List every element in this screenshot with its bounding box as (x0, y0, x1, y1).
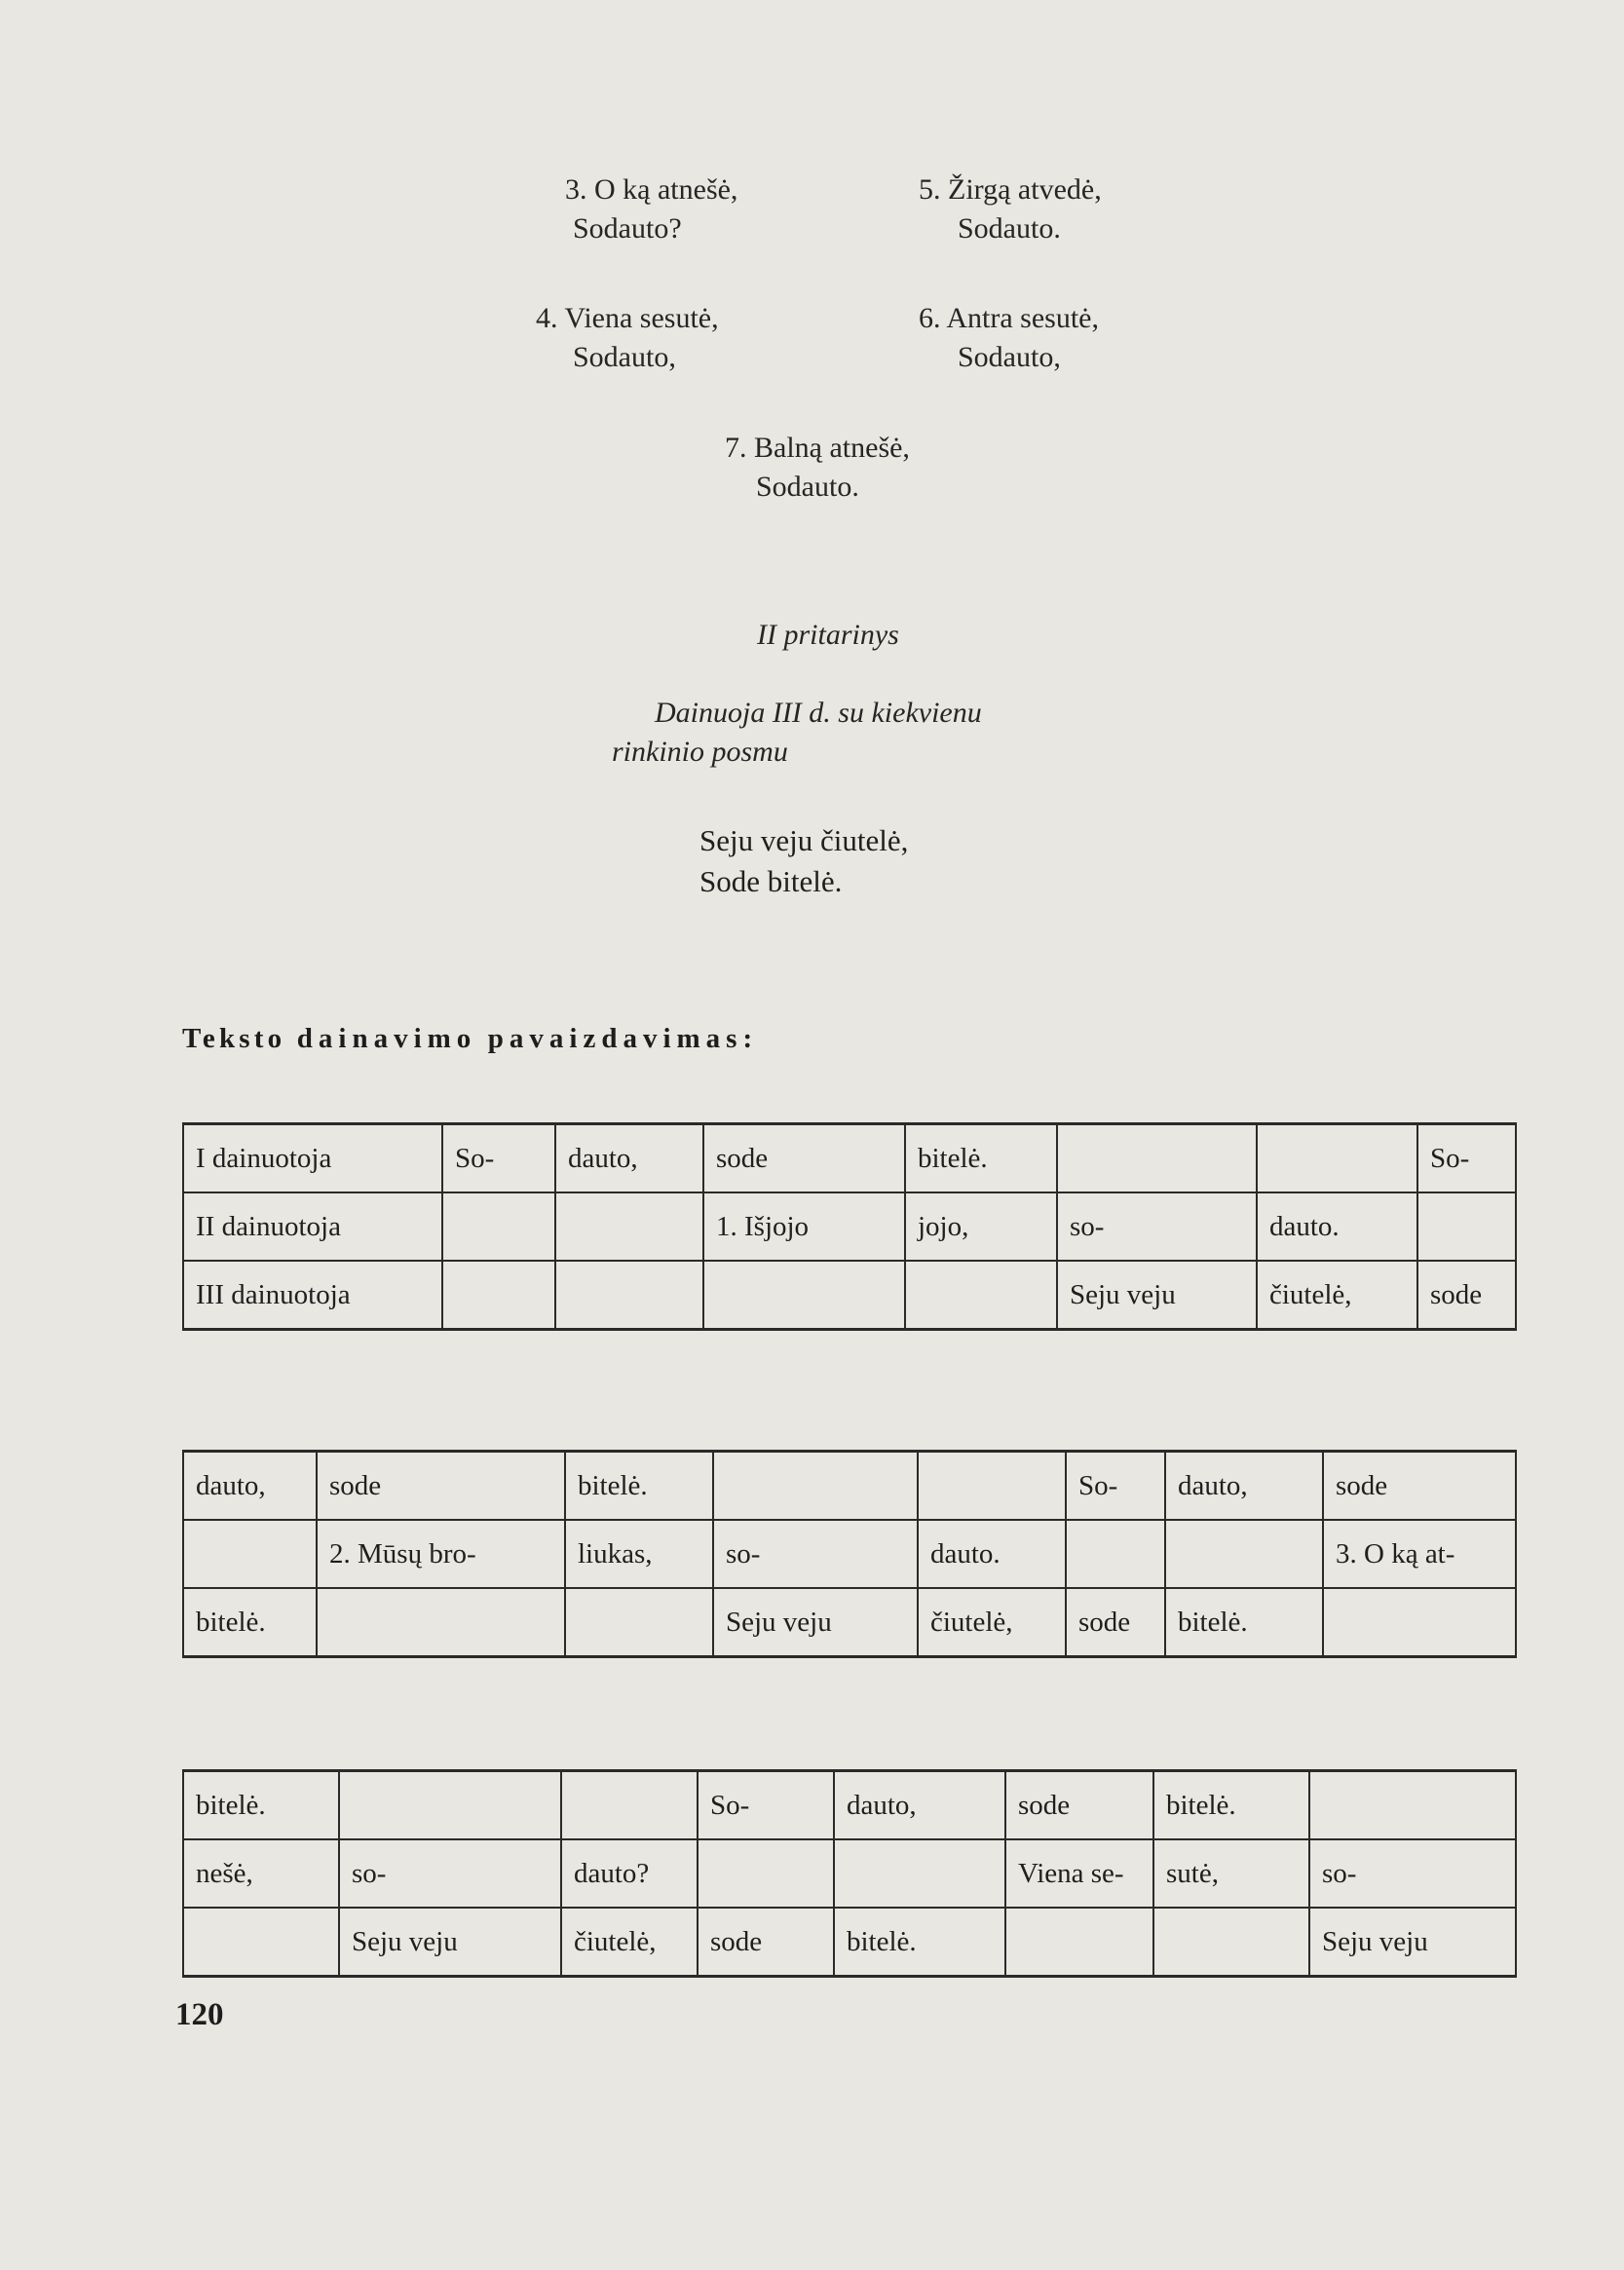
verse-4-line2: Sodauto, (573, 341, 676, 373)
table-row (183, 1261, 1516, 1330)
table-cell: dauto, (834, 1771, 1005, 1840)
table-cell: bitelė. (905, 1124, 1057, 1193)
table-cell: dauto? (561, 1839, 698, 1908)
table-cell: So- (698, 1771, 834, 1840)
table-cell: sutė, (1153, 1839, 1309, 1908)
table-cell: bitelė. (1153, 1771, 1309, 1840)
table-cell: čiutelė, (918, 1588, 1066, 1657)
table-cell: bitelė. (1165, 1588, 1323, 1657)
table-cell: dauto. (1257, 1192, 1417, 1261)
refrain-instruction-line2: rinkinio posmu (612, 736, 788, 768)
table-cell (1257, 1124, 1417, 1193)
verse-5-line2: Sodauto. (958, 212, 1061, 245)
table-cell: so- (1309, 1839, 1516, 1908)
table-cell: sode (1417, 1261, 1516, 1330)
table-cell: čiutelė, (1257, 1261, 1417, 1330)
table-cell: bitelė. (834, 1908, 1005, 1977)
table-cell: Seju veju (713, 1588, 918, 1657)
verse-4 (536, 299, 719, 377)
verse-5-line1: 5. Žirgą atvedė, (919, 173, 1102, 206)
table-cell: bitelė. (183, 1771, 339, 1840)
refrain-lyric-line1: Seju veju čiutelė, (699, 823, 909, 857)
singing-table-1 (182, 1122, 1517, 1331)
table-cell (1057, 1124, 1257, 1193)
table-cell: dauto, (1165, 1452, 1323, 1521)
page-number: 120 (175, 1997, 224, 2032)
table-row (183, 1908, 1516, 1977)
singing-table-2 (182, 1450, 1517, 1658)
table-cell: nešė, (183, 1839, 339, 1908)
table-cell: So- (1417, 1124, 1516, 1193)
table-cell (834, 1839, 1005, 1908)
verse-7-line1: 7. Balną atnešė, (725, 432, 910, 464)
table-cell (1153, 1908, 1309, 1977)
table-cell (698, 1839, 834, 1908)
table-cell: So- (1066, 1452, 1165, 1521)
heading-part3: pavaizdavimas: (487, 1023, 759, 1054)
refrain-instruction-line1: Dainuoja III d. su kiekvienu (655, 697, 982, 729)
table-cell: dauto, (183, 1452, 317, 1521)
table-cell: I dainuotoja (183, 1124, 442, 1193)
table-row (183, 1520, 1516, 1588)
table-cell: So- (442, 1124, 555, 1193)
verse-7 (725, 429, 910, 507)
table-cell (703, 1261, 905, 1330)
table-cell: liukas, (565, 1520, 713, 1588)
heading-part2: dainavimo (296, 1023, 477, 1054)
table-cell (1323, 1588, 1516, 1657)
table-row (183, 1124, 1516, 1193)
verse-4-line1: 4. Viena sesutė, (536, 302, 719, 334)
table-cell (317, 1588, 565, 1657)
table-cell: Seju veju (1057, 1261, 1257, 1330)
table-cell: sode (1066, 1588, 1165, 1657)
refrain-title: II pritarinys (757, 619, 899, 651)
table-cell (339, 1771, 561, 1840)
table-row (183, 1452, 1516, 1521)
table-cell: jojo, (905, 1192, 1057, 1261)
table-cell (555, 1192, 703, 1261)
table-row (183, 1771, 1516, 1840)
table-cell (1309, 1771, 1516, 1840)
refrain-lyric-line2: Sode bitelė. (699, 864, 843, 898)
table-cell: so- (339, 1839, 561, 1908)
table-cell: 2. Mūsų bro- (317, 1520, 565, 1588)
table-cell: sode (703, 1124, 905, 1193)
table-cell (1005, 1908, 1153, 1977)
table-cell: so- (713, 1520, 918, 1588)
verse-6-line2: Sodauto, (958, 341, 1061, 373)
verse-3-line1: 3. O ką atnešė, (565, 173, 738, 206)
table-cell (442, 1261, 555, 1330)
table-cell (565, 1588, 713, 1657)
singing-table-3 (182, 1769, 1517, 1978)
table-cell: bitelė. (183, 1588, 317, 1657)
table-cell (442, 1192, 555, 1261)
verse-6-line1: 6. Antra sesutė, (919, 302, 1099, 334)
table-cell (561, 1771, 698, 1840)
verse-6 (919, 299, 1099, 377)
table-cell (183, 1520, 317, 1588)
table-row (183, 1839, 1516, 1908)
verse-3-line2: Sodauto? (573, 212, 682, 245)
table-cell: so- (1057, 1192, 1257, 1261)
table-cell: 1. Išjojo (703, 1192, 905, 1261)
table-cell (1165, 1520, 1323, 1588)
table-cell: dauto, (555, 1124, 703, 1193)
table-cell: sode (1323, 1452, 1516, 1521)
table-cell: bitelė. (565, 1452, 713, 1521)
table-cell: Seju veju (339, 1908, 561, 1977)
table-cell: 3. O ką at- (1323, 1520, 1516, 1588)
verse-5 (919, 170, 1102, 248)
verse-3 (565, 170, 737, 248)
table-cell: sode (1005, 1771, 1153, 1840)
table-cell (555, 1261, 703, 1330)
table-cell: sode (317, 1452, 565, 1521)
table-cell (918, 1452, 1066, 1521)
table-cell (905, 1261, 1057, 1330)
table-cell: II dainuotoja (183, 1192, 442, 1261)
table-cell (183, 1908, 339, 1977)
table-cell: čiutelė, (561, 1908, 698, 1977)
table-cell: III dainuotoja (183, 1261, 442, 1330)
table-cell: Seju veju (1309, 1908, 1516, 1977)
section-heading (182, 1023, 758, 1055)
table-cell: sode (698, 1908, 834, 1977)
verse-7-line2: Sodauto. (756, 471, 859, 503)
table-cell: dauto. (918, 1520, 1066, 1588)
table-row (183, 1192, 1516, 1261)
table-cell (713, 1452, 918, 1521)
table-cell (1066, 1520, 1165, 1588)
heading-part1: Teksto (182, 1023, 286, 1054)
table-row (183, 1588, 1516, 1657)
table-cell: Viena se- (1005, 1839, 1153, 1908)
table-cell (1417, 1192, 1516, 1261)
